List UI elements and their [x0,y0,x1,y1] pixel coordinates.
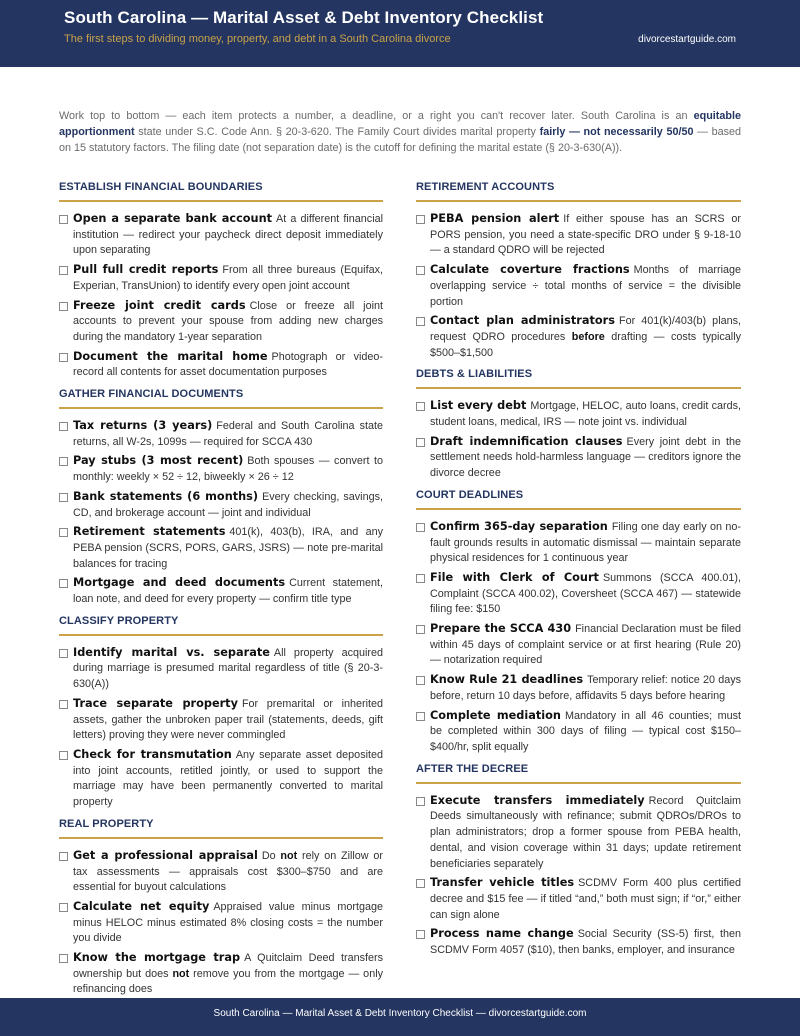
checklist-item[interactable] [59,489,383,521]
item-text: At a different financial institution — redirect your paycheck direct deposit immediately upon separating [73,213,383,257]
checkbox[interactable] [59,353,68,362]
section-title: CLASSIFY PROPERTY [59,614,179,627]
checkbox[interactable] [416,574,425,583]
section-title: GATHER FINANCIAL DOCUMENTS [59,388,244,401]
page-subtitle: The first steps to dividing money, property, and debt in a South Carolina divorce [64,33,451,45]
item-text: Federal and South Carolina state returns, all W-2s, 1099s — required for SCCA 430 [73,420,383,448]
item-title: Identify marital vs. separate [73,645,270,659]
checkbox[interactable] [416,215,425,224]
checklist-item[interactable] [416,793,741,873]
section-divider [416,508,741,510]
section-title: ESTABLISH FINANCIAL BOUNDARIES [59,181,263,193]
item-text: Every checking, savings, CD, and brokerage account — joint and individual [73,490,383,519]
section-title: RETIREMENT ACCOUNTS [416,181,555,193]
checklist-section [59,418,383,608]
checkbox[interactable] [59,457,68,466]
checkbox[interactable] [59,954,68,963]
checkbox[interactable] [416,317,425,326]
item-title: Transfer vehicle titles [430,876,575,890]
checkbox[interactable] [59,649,68,658]
intro-bold-1: equitable apportionment [59,110,741,138]
checklist-item[interactable] [416,708,741,756]
item-title: Know the mortgage trap [73,951,241,965]
section-divider [59,200,383,202]
item-title: Process name change [430,927,574,941]
checklist-item[interactable] [416,875,741,923]
checkbox[interactable] [59,852,68,861]
item-text: Social Security (SS-5) first, then SCDMV Form 4057 ($10), then banks, employer, and insurance [430,928,741,957]
section-divider [59,634,383,636]
item-text: Close or freeze all joint accounts to prevent your spouse from adding new charges during the mandatory 1-year separation [73,299,383,343]
section-divider [416,782,741,784]
item-text: Filing one day early on no-fault grounds results in automatic dismissal — maintain separate physical residences for 1 continuous year [430,520,741,565]
checkbox[interactable] [416,930,425,939]
checklist-item[interactable] [59,899,383,947]
checklist-section [416,211,741,361]
checklist-item[interactable] [416,519,741,567]
section-title: DEBTS & LIABILITIES [416,368,533,381]
checklist-section [59,848,383,998]
item-text: Every joint debt in the settlement needs hold-harmless language — creditors ignore the divorce decree [430,435,741,480]
item-text: Photograph or video-record all contents for asset documentation purposes [73,350,383,379]
checklist-section [416,519,741,756]
checkbox[interactable] [59,751,68,760]
item-text: Any separate asset deposited into joint accounts, retitled jointly, or used to support the marriage may have been permanently converted to marital property [73,748,383,809]
item-emphasis: not [280,849,298,862]
item-text: drafting — costs typically $500–$1,500 [430,330,741,359]
left-column [59,181,383,1005]
checklist-item[interactable] [416,398,741,430]
checkbox[interactable] [416,879,425,888]
item-title: Contact plan administrators [430,314,615,328]
item-text: SCDMV Form 400 plus certified decree and $15 fee — if titled “and,” both must sign; if “or,” either can sign alone [430,877,741,921]
checklist-section [416,398,741,482]
item-title: Pay stubs (3 most recent) [73,454,244,468]
section-divider [59,837,383,839]
checklist-item[interactable] [59,262,383,294]
item-emphasis: before [571,330,605,343]
checklist-item[interactable] [59,645,383,693]
item-text: If either spouse has an SCRS or PORS pension, you need a state-specific DRO under § 9-18-10 — a standard QDRO will be rejected [430,213,741,257]
checklist-section [59,645,383,811]
checkbox[interactable] [416,523,425,532]
checklist-item[interactable] [59,848,383,896]
item-text: For premarital or inherited assets, gather the unbroken paper trail (statements, deeds, gift letters) proving they were never commingled [73,697,383,742]
item-title: Calculate net equity [73,899,210,913]
item-text: Mortgage, HELOC, auto loans, credit cards, student loans, medical, IRS — note joint vs. individual [430,400,741,429]
checkbox[interactable] [416,625,425,634]
item-title: Complete mediation [430,708,561,722]
item-text: Summons (SCCA 400.01), Complaint (SCCA 400.02), Coversheet (SCCA 467) — statewide filing fee: $150 [430,571,741,616]
checklist-item[interactable] [59,298,383,346]
intro-text-1: Work top to bottom — each item protects a number, a deadline, or a right you can't recover later. South Carolina is an [59,110,694,122]
checklist-section [59,211,383,381]
checklist-item[interactable] [416,570,741,618]
checkbox[interactable] [59,903,68,912]
item-title: Bank statements (6 months) [73,489,259,503]
item-title: Retirement statements [73,525,226,539]
checkbox[interactable] [416,402,425,411]
intro-text-2: state under S.C. Code Ann. § 20-3-620. The Family Court divides marital property [134,126,540,138]
item-text: Financial Declaration must be filed within 45 days of complaint service or at first hearing (Rule 20) — notarization required [430,623,741,667]
item-title: Execute transfers immediately [430,793,645,807]
item-text: For 401(k)/403(b) plans, request QDRO procedures [430,315,741,343]
item-text: From all three bureaus (Equifax, Experian, TransUnion) to identify every open joint account [73,264,383,292]
checklist-item[interactable] [59,950,383,998]
item-title: Freeze joint credit cards [73,298,246,312]
checkbox[interactable] [416,712,425,721]
section-divider [59,407,383,409]
item-text: rely on Zillow or tax assessments — appraisals cost $300–$750 and are essential for buyout calculations [73,849,383,894]
checklist-item[interactable] [416,434,741,482]
item-title: Prepare the SCCA 430 [430,622,572,636]
intro-text-3: — based on 15 statutory factors. The filing date (not separation date) is the cutoff for defining the marital estate (§ 20-3-630(A)). [59,126,741,154]
checkbox[interactable] [416,266,425,275]
checklist-item[interactable] [59,747,383,811]
checkbox[interactable] [416,676,425,685]
checkbox[interactable] [59,700,68,709]
checklist-item[interactable] [59,575,383,607]
checkbox[interactable] [59,528,68,537]
item-title: Mortgage and deed documents [73,576,286,590]
item-text: Months of marriage overlapping service ÷ total months of service = the divisible portion [430,264,741,308]
checkbox[interactable] [59,266,68,275]
checklist-item[interactable] [416,926,741,958]
item-text: A Quitclaim Deed transfers ownership but does [73,952,383,980]
checklist-item[interactable] [59,211,383,259]
intro-paragraph [59,108,741,156]
item-title: Know Rule 21 deadlines [430,673,584,687]
item-title: List every debt [430,399,527,413]
item-title: File with Clerk of Court [430,570,599,584]
section-title: REAL PROPERTY [59,817,154,830]
item-title: Confirm 365-day separation [430,519,608,533]
checkbox[interactable] [416,797,425,806]
checkbox[interactable] [59,493,68,502]
checklist-item[interactable] [59,453,383,485]
item-text: Do [261,849,281,862]
footer-text: South Carolina — Marital Asset & Debt Inventory Checklist — divorcestartguide.com [213,1008,587,1019]
item-text: remove you from the mortgage — only refinancing does [73,967,383,996]
item-title: Calculate coverture fractions [430,263,630,277]
intro-bold-2: fairly — not necessarily 50/50 [539,126,694,138]
checklist-item[interactable] [416,262,741,310]
checklist-item[interactable] [416,672,741,704]
checklist-item[interactable] [59,524,383,572]
checkbox[interactable] [59,215,68,224]
section-title: AFTER THE DECREE [416,762,529,775]
checklist-item[interactable] [416,621,741,669]
item-text: 401(k), 403(b), IRA, and any PEBA pension (SCRS, PORS, GARS, JSRS) — note pre-marital balances for tracing [73,526,383,570]
item-title: Pull full credit reports [73,263,219,277]
checklist-item[interactable] [416,211,741,259]
checklist-section [416,793,741,959]
item-title: Check for transmutation [73,747,232,761]
checklist-item[interactable] [416,313,741,361]
checkbox[interactable] [59,302,68,311]
section-title: COURT DEADLINES [416,488,524,501]
item-text: Appraised value minus mortgage minus HELOC minus estimated 8% closing costs = the number you divide [73,900,384,945]
checkbox[interactable] [416,438,425,447]
item-text: Both spouses — convert to monthly: weekly × 52 ÷ 12, biweekly × 26 ÷ 12 [73,455,383,484]
item-title: Tax returns (3 years) [73,419,213,433]
checklist-item[interactable] [59,696,383,744]
page-title: South Carolina — Marital Asset & Debt Inventory Checklist [64,8,544,27]
site-name: divorcestartguide.com [638,34,736,45]
item-title: Get a professional appraisal [73,848,258,862]
item-emphasis: not [172,967,190,980]
section-divider [416,200,741,202]
item-text: Temporary relief: notice 20 days before, return 10 days before, affidavits 5 days before hearing [430,674,742,702]
checkbox[interactable] [59,422,68,431]
item-title: Draft indemnification clauses [430,434,623,448]
right-column [416,181,741,966]
checklist-item[interactable] [59,418,383,450]
page-header [0,0,800,67]
item-title: PEBA pension alert [430,212,560,225]
section-divider [416,387,741,389]
item-text: Current statement, loan note, and deed for every property — confirm title type [73,577,383,606]
checkbox[interactable] [59,579,68,588]
item-text: Mandatory in all 46 counties; must be completed within 300 days of filing — typical cost $150–$400/hr, split equally [430,709,741,753]
checklist-item[interactable] [59,349,383,381]
item-title: Open a separate bank account [73,212,273,225]
item-text: All property acquired during marriage is presumed marital regardless of title (§ 20-3-630(A)) [73,646,383,691]
item-title: Trace separate property [73,696,238,710]
item-title: Document the marital home [73,349,268,363]
page-footer [0,998,800,1036]
item-text: Record Quitclaim Deeds simultaneously with refinance; submit QDROs/DROs to plan administrators; drop a former spouse from PEBA health, dental, and vision coverage within 31 days; update retirement beneficiaries separately [430,794,741,870]
